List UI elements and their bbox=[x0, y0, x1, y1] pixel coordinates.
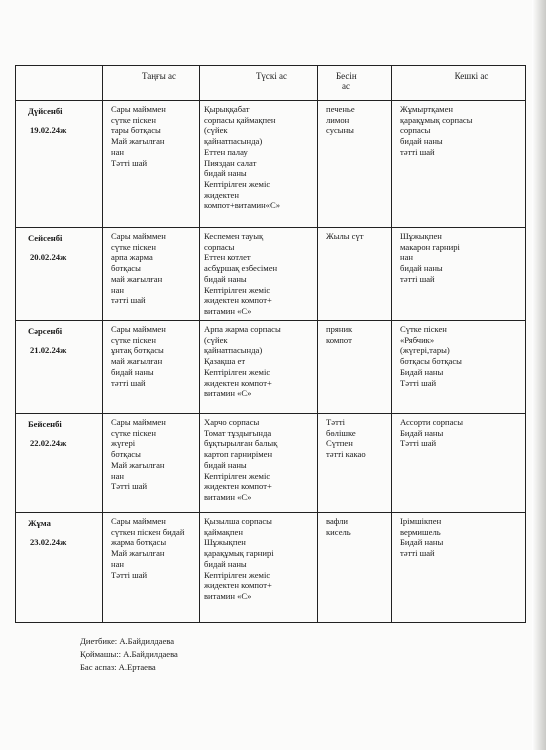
breakfast-cell bbox=[103, 228, 200, 321]
breakfast-item: Сары майммен bbox=[111, 104, 166, 114]
lunch-item: Кеспемен тауық bbox=[204, 231, 264, 241]
day-row bbox=[16, 321, 526, 414]
breakfast-item: сүтке піскен bbox=[111, 114, 156, 125]
header-snack-line2: ас bbox=[342, 81, 350, 91]
header-row bbox=[16, 66, 526, 101]
day-date: 23.02.24ж bbox=[30, 536, 67, 547]
header-snack bbox=[318, 66, 392, 101]
breakfast-item: тәтті шай bbox=[111, 295, 146, 306]
breakfast-item: Май жағылған bbox=[111, 548, 165, 559]
lunch-cell bbox=[200, 101, 318, 228]
day-cell bbox=[16, 101, 103, 228]
dinner-cell bbox=[392, 321, 526, 414]
header-day bbox=[16, 66, 103, 101]
breakfast-item: Тәтті шай bbox=[111, 157, 148, 168]
lunch-item: бидай наны bbox=[204, 273, 247, 284]
dinner-item: бидай наны bbox=[400, 263, 443, 274]
day-date: 22.02.24ж bbox=[30, 437, 67, 448]
lunch-item: жидектен bbox=[204, 189, 239, 200]
snack-item: бөлішке bbox=[326, 427, 356, 438]
dinner-cell bbox=[392, 414, 526, 513]
dinner-item: ботқасы ботқасы bbox=[400, 356, 462, 367]
dinner-item: тәтті шай bbox=[400, 146, 435, 157]
breakfast-item: тары ботқасы bbox=[111, 125, 161, 136]
header-lunch: Түскі ас bbox=[200, 66, 318, 101]
lunch-item: бидай наны bbox=[204, 558, 247, 569]
lunch-item: витамин «С» bbox=[204, 491, 252, 502]
day-name: Жұма bbox=[28, 518, 51, 528]
dinner-cell bbox=[392, 513, 526, 623]
lunch-item: (сүйек bbox=[204, 125, 228, 136]
breakfast-item: сүтке піскен bbox=[111, 334, 156, 345]
snack-item: сусыны bbox=[326, 125, 354, 136]
breakfast-item: ұнтақ ботқасы bbox=[111, 345, 164, 356]
lunch-item: Кептірілген жеміс bbox=[204, 470, 271, 481]
lunch-item: Томат тұздығында bbox=[204, 427, 272, 438]
snack-item: печенье bbox=[326, 104, 355, 114]
breakfast-item: Сары майммен bbox=[111, 417, 166, 427]
lunch-item: Қазақша ет bbox=[204, 356, 246, 367]
signature-dietician: Диетбике: А.Байдилдаева bbox=[80, 636, 175, 646]
breakfast-item: ботқасы bbox=[111, 263, 141, 274]
lunch-item: витамин «С» bbox=[204, 388, 252, 399]
breakfast-item: нан bbox=[111, 470, 125, 481]
lunch-item: Еттен котлет bbox=[204, 252, 251, 263]
lunch-item: бұқтырылған балық bbox=[204, 438, 278, 449]
snack-item: компот bbox=[326, 334, 352, 345]
header-dinner: Кешкі ас bbox=[392, 66, 526, 101]
breakfast-item: Май жағылған bbox=[111, 459, 165, 470]
signature-head-cook: Бас аспаз: А.Ертаева bbox=[80, 662, 156, 672]
dinner-item: тәтті шай bbox=[400, 548, 435, 559]
day-row bbox=[16, 228, 526, 321]
dinner-item: макарон гарнирі bbox=[400, 241, 460, 252]
snack-item: лимон bbox=[326, 114, 350, 125]
lunch-item: сорпасы bbox=[204, 241, 235, 252]
day-name: Дүйсенбі bbox=[28, 106, 63, 116]
breakfast-item: сүтке піскен bbox=[111, 427, 156, 438]
day-cell bbox=[16, 414, 103, 513]
snack-item: Жылы сүт bbox=[326, 231, 364, 241]
lunch-cell bbox=[200, 228, 318, 321]
breakfast-item: Сары майммен bbox=[111, 516, 166, 526]
breakfast-item: сүтке піскен bbox=[111, 241, 156, 252]
lunch-item: компот+витамин«С» bbox=[204, 200, 280, 211]
breakfast-item: тәтті шай bbox=[111, 377, 146, 388]
day-date: 21.02.24ж bbox=[30, 344, 67, 355]
breakfast-item: жарма ботқасы bbox=[111, 537, 167, 548]
lunch-item: картоп гарнирімен bbox=[204, 449, 273, 460]
dinner-item: Бидай наны bbox=[400, 537, 444, 548]
lunch-item: Харчо сорпасы bbox=[204, 417, 260, 427]
snack-item: Тәтті bbox=[326, 417, 345, 427]
breakfast-item: Сары майммен bbox=[111, 324, 166, 334]
dinner-item: Жұмыртқамен bbox=[400, 104, 453, 114]
dinner-item: нан bbox=[400, 252, 414, 263]
breakfast-item: Тәтті шай bbox=[111, 569, 148, 580]
lunch-item: асбұршақ езбесімен bbox=[204, 263, 278, 274]
breakfast-item: Май жағылған bbox=[111, 136, 165, 147]
day-name: Бейсенбі bbox=[28, 419, 62, 429]
dinner-item: Бидай наны bbox=[400, 427, 444, 438]
dinner-cell bbox=[392, 228, 526, 321]
day-cell bbox=[16, 228, 103, 321]
dinner-item: тәтті шай bbox=[400, 273, 435, 284]
dinner-item: «Рябчик» bbox=[400, 334, 435, 345]
breakfast-item: сүткен піскен бидай bbox=[111, 526, 185, 537]
dinner-item: сорпасы bbox=[400, 125, 431, 136]
lunch-item: Кептірілген жеміс bbox=[204, 366, 271, 377]
lunch-item: Қызылша сорпасы bbox=[204, 516, 272, 526]
dinner-item: Шұжықпен bbox=[400, 231, 442, 241]
lunch-item: сорпасы қаймақпен bbox=[204, 114, 276, 125]
lunch-item: Арпа жарма сорпасы bbox=[204, 324, 281, 334]
snack-cell bbox=[318, 513, 392, 623]
lunch-item: бидай наны bbox=[204, 459, 247, 470]
weekly-menu-table bbox=[15, 65, 526, 623]
lunch-item: жидектен компот+ bbox=[204, 481, 272, 492]
lunch-item: Кептірілген жеміс bbox=[204, 284, 271, 295]
lunch-item: қайнатпасында) bbox=[204, 345, 263, 356]
lunch-item: қарақұмық гарнирі bbox=[204, 548, 274, 559]
dinner-item: Ассорти сорпасы bbox=[400, 417, 464, 427]
snack-cell bbox=[318, 321, 392, 414]
dinner-cell bbox=[392, 101, 526, 228]
header-breakfast: Таңғы ас bbox=[103, 66, 200, 101]
signatures-block bbox=[80, 635, 178, 674]
day-row bbox=[16, 513, 526, 623]
lunch-item: жидектен компот+ bbox=[204, 377, 272, 388]
lunch-item: витамин «С» bbox=[204, 590, 252, 601]
dinner-item: Ірімшікпен bbox=[400, 516, 442, 526]
breakfast-item: ботқасы bbox=[111, 449, 141, 460]
breakfast-cell bbox=[103, 321, 200, 414]
breakfast-item: Тәтті шай bbox=[111, 481, 148, 492]
lunch-item: бидай наны bbox=[204, 168, 247, 179]
lunch-item: Шұжықпен bbox=[204, 537, 246, 548]
snack-item: вафли bbox=[326, 516, 349, 526]
lunch-item: жидектен компот+ bbox=[204, 295, 272, 306]
dinner-item: бидай наны bbox=[400, 136, 443, 147]
snack-cell bbox=[318, 228, 392, 321]
day-date: 19.02.24ж bbox=[30, 124, 67, 135]
breakfast-item: жүгері bbox=[111, 438, 136, 449]
breakfast-item: нан bbox=[111, 558, 125, 569]
page-edge-shadow bbox=[532, 0, 546, 750]
breakfast-cell bbox=[103, 101, 200, 228]
lunch-cell bbox=[200, 321, 318, 414]
snack-item: тәтті какао bbox=[326, 449, 366, 460]
snack-item: Сүтпен bbox=[326, 438, 353, 449]
lunch-cell bbox=[200, 513, 318, 623]
day-name: Сейсенбі bbox=[28, 233, 63, 243]
dinner-item: (жүгері,тары) bbox=[400, 345, 450, 356]
dinner-item: Тәтті шай bbox=[400, 438, 437, 449]
breakfast-item: май жағылған bbox=[111, 356, 163, 367]
day-cell bbox=[16, 321, 103, 414]
day-date: 20.02.24ж bbox=[30, 251, 67, 262]
snack-cell bbox=[318, 414, 392, 513]
lunch-item: қаймақпен bbox=[204, 526, 243, 537]
breakfast-item: нан bbox=[111, 284, 125, 295]
lunch-item: (сүйек bbox=[204, 334, 228, 345]
day-row bbox=[16, 414, 526, 513]
lunch-item: витамин «С» bbox=[204, 305, 252, 316]
breakfast-cell bbox=[103, 414, 200, 513]
signature-storekeeper: Қоймашы:: А.Байдилдаева bbox=[80, 649, 178, 659]
day-name: Сәрсенбі bbox=[28, 326, 63, 336]
dinner-item: Сүтке піскен bbox=[400, 324, 447, 334]
breakfast-cell bbox=[103, 513, 200, 623]
dinner-item: Бидай наны bbox=[400, 366, 444, 377]
lunch-item: Кептірілген жеміс bbox=[204, 569, 271, 580]
snack-cell bbox=[318, 101, 392, 228]
breakfast-item: Сары майммен bbox=[111, 231, 166, 241]
lunch-item: Пияздан салат bbox=[204, 157, 257, 168]
breakfast-item: бидай наны bbox=[111, 366, 154, 377]
lunch-item: Қырыққабат bbox=[204, 104, 250, 114]
breakfast-item: арпа жарма bbox=[111, 252, 153, 263]
dinner-item: вермишель bbox=[400, 526, 441, 537]
lunch-cell bbox=[200, 414, 318, 513]
lunch-item: жидектен компот+ bbox=[204, 580, 272, 591]
lunch-item: Кептірілген жеміс bbox=[204, 178, 271, 189]
dinner-item: қарақұмық сорпасы bbox=[400, 114, 473, 125]
breakfast-item: нан bbox=[111, 146, 125, 157]
day-cell bbox=[16, 513, 103, 623]
breakfast-item: май жағылған bbox=[111, 273, 163, 284]
dinner-item: Тәтті шай bbox=[400, 377, 437, 388]
day-row bbox=[16, 101, 526, 228]
snack-item: пряник bbox=[326, 324, 353, 334]
lunch-item: Еттен палау bbox=[204, 146, 248, 157]
lunch-item: қайнатпасында) bbox=[204, 136, 263, 147]
header-snack-line1: Бесін bbox=[336, 71, 357, 81]
snack-item: кисель bbox=[326, 526, 351, 537]
